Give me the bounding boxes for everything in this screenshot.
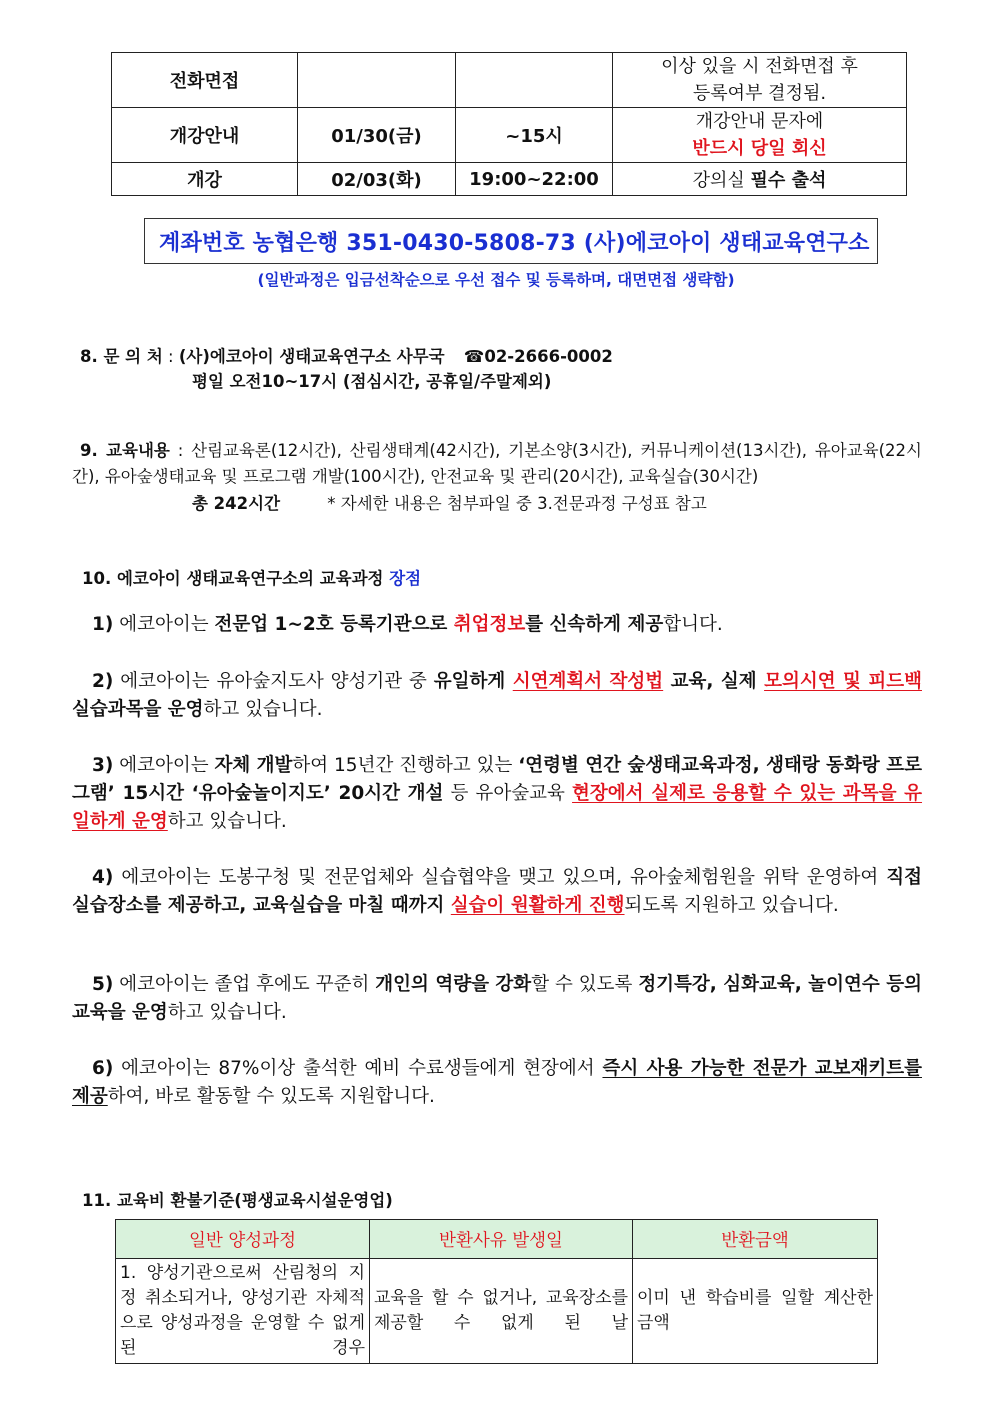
refund-header: 일반 양성과정 xyxy=(116,1220,370,1259)
content-label: 9. 교육내용 xyxy=(80,441,170,460)
merit-bold: 자체 개발 xyxy=(214,755,293,776)
row-time: 19:00~22:00 xyxy=(456,163,613,196)
merit-red: 취업정보 xyxy=(453,614,526,635)
merit-bold: 교육, 실제 xyxy=(663,671,765,692)
merit-red-underline: 현장에서 실제로 응용할 수 있는 과목을 유일하게 운영 xyxy=(72,783,923,832)
merit-num: 4) xyxy=(92,867,114,888)
merit-item-3 xyxy=(72,752,922,836)
merit-text: 합니다. xyxy=(663,614,723,635)
content-total: 총 242시간 xyxy=(192,494,281,513)
merit-text: 에코아이는 졸업 후에도 꾸준히 xyxy=(113,974,376,995)
merit-num: 6) xyxy=(92,1058,114,1079)
merits-heading-text: 10. 에코아이 생태교육연구소의 교육과정 xyxy=(82,569,390,588)
merit-text: 에코아이는 xyxy=(113,614,215,635)
row-label: 개강안내 xyxy=(112,108,298,163)
refund-when: 교육을 할 수 없거나, 교육장소를 제공할 수 없게 된 날 xyxy=(370,1259,633,1364)
inquiry-line xyxy=(80,343,613,367)
refund-case: 1. 양성기관으로써 산림청의 지정 취소되거나, 양성기관 자체적으로 양성과정을 운영할 수 없게 된 경우 xyxy=(116,1259,370,1364)
row-date xyxy=(298,53,456,108)
merit-num: 2) xyxy=(92,671,114,692)
merit-item-1 xyxy=(72,611,922,639)
row-note xyxy=(613,108,907,163)
row-label: 전화면접 xyxy=(112,53,298,108)
merit-bold: 유일하게 xyxy=(433,671,513,692)
note-bold: 필수 출석 xyxy=(750,170,827,191)
row-time: ~15시 xyxy=(456,108,613,163)
merit-num: 1) xyxy=(92,614,114,635)
note-line-highlight: 반드시 당일 회신 xyxy=(692,138,827,159)
merit-red-underline: 시연계획서 작성법 xyxy=(512,671,664,692)
content-paragraph xyxy=(72,438,922,490)
merit-text: 에코아이는 도봉구청 및 전문업체와 실습협약을 맺고 있으며, 유아숲체험원을 위탁 운영하여 xyxy=(113,867,887,888)
row-label: 개강 xyxy=(112,163,298,196)
merit-item-6 xyxy=(72,1055,922,1111)
merit-bold-underline: 즉시 사용 가능한 전문가 교보재키트를 제공 xyxy=(72,1058,922,1107)
merit-item-2 xyxy=(72,668,922,724)
note-plain: 강의실 xyxy=(692,170,751,191)
merit-red-underline: 실습이 원활하게 진행 xyxy=(450,895,625,916)
merit-text: 하고 있습니다. xyxy=(167,1002,287,1023)
inquiry-label: 8. 문 의 처 xyxy=(80,347,163,366)
schedule-table xyxy=(111,52,907,196)
merit-text: 하고 있습니다. xyxy=(167,811,287,832)
merit-bold: ‘연령별 연간 숲생태교육과정, 생태랑 동화랑 프로그램’ 15시간 ‘유아숲놀이지도’ 20시간 개설 xyxy=(72,755,922,804)
merit-text: 되도록 지원하고 있습니다. xyxy=(624,895,839,916)
merit-text: 할 수 있도록 xyxy=(531,974,639,995)
refund-header: 반환사유 발생일 xyxy=(370,1220,633,1259)
merit-text: 에코아이는 유아숲지도사 양성기관 중 xyxy=(113,671,434,692)
merit-bold: 전문업 1~2호 등록기관으로 xyxy=(214,614,454,635)
merit-bold: 정기특강, 심화교육, 놀이연수 등의 교육을 운영 xyxy=(72,974,923,1023)
merits-heading xyxy=(82,565,421,589)
merit-item-5 xyxy=(72,971,922,1027)
row-date: 02/03(화) xyxy=(298,163,456,196)
refund-row xyxy=(116,1259,878,1364)
content-text: : 산림교육론(12시간), 산림생태계(42시간), 기본소양(3시간), 커뮤니케이션(13시간), 유아교육(22시간), 유아숲생태교육 및 프로그램 개발(100시간), 안전교육 및 관리(20시간), 교육실습(30시간) xyxy=(72,441,922,486)
refund-table xyxy=(115,1219,878,1364)
merit-item-4 xyxy=(72,864,922,920)
merit-text: 등 유아숲교육 xyxy=(443,783,573,804)
inquiry-phone: ☎02-2666-0002 xyxy=(463,347,613,366)
inquiry-sep: : xyxy=(162,347,179,366)
row-note xyxy=(613,163,907,196)
note-line: 개강안내 문자에 xyxy=(695,111,824,132)
merit-num: 3) xyxy=(92,755,114,776)
account-box: 계좌번호 농협은행 351-0430-5808-73 (사)에코아이 생태교육연구소 xyxy=(144,218,878,264)
merits-heading-highlight: 장점 xyxy=(389,569,422,588)
refund-header: 반환금액 xyxy=(633,1220,878,1259)
row-note xyxy=(613,53,907,108)
merit-bold: 직접 실습장소를 제공하고, 교육실습을 마칠 때까지 xyxy=(72,867,922,916)
merit-red-underline: 모의시연 및 피드백 xyxy=(764,671,922,692)
merit-bold: 를 신속하게 제공 xyxy=(525,614,664,635)
refund-header-row xyxy=(116,1220,878,1259)
row-time xyxy=(456,53,613,108)
merit-text: 하여 15년간 진행하고 있는 xyxy=(292,755,519,776)
row-date: 01/30(금) xyxy=(298,108,456,163)
merit-text: 하고 있습니다. xyxy=(203,699,323,720)
merit-text: 에코아이는 xyxy=(113,755,215,776)
merit-bold: 개인의 역량을 강화 xyxy=(375,974,532,995)
merit-text: 에코아이는 87%이상 출석한 예비 수료생들에게 현장에서 xyxy=(113,1058,603,1079)
note-line: 등록여부 결정됨. xyxy=(692,83,827,104)
content-detail: * 자세한 내용은 첨부파일 중 3.전문과정 구성표 참고 xyxy=(327,494,707,513)
note-line: 이상 있을 시 전화면접 후 xyxy=(661,56,858,77)
schedule-row-phone xyxy=(112,53,907,108)
refund-heading: 11. 교육비 환불기준(평생교육시설운영업) xyxy=(82,1191,393,1210)
merit-num: 5) xyxy=(92,974,114,995)
merit-text: 하여, 바로 활동할 수 있도록 지원합니다. xyxy=(107,1086,435,1107)
schedule-row-open xyxy=(112,163,907,196)
inquiry-org: (사)에코아이 생태교육연구소 사무국 xyxy=(178,347,445,366)
merit-bold: 실습과목을 운영 xyxy=(72,699,204,720)
inquiry-hours: 평일 오전10~17시 (점심시간, 공휴일/주말제외) xyxy=(192,372,552,391)
schedule-row-notice xyxy=(112,108,907,163)
account-note: (일반과정은 입금선착순으로 우선 접수 및 등록하며, 대면면접 생략함) xyxy=(257,271,735,289)
content-total-line xyxy=(192,490,707,514)
refund-amount: 이미 낸 학습비를 일할 계산한 금액 xyxy=(633,1259,878,1364)
